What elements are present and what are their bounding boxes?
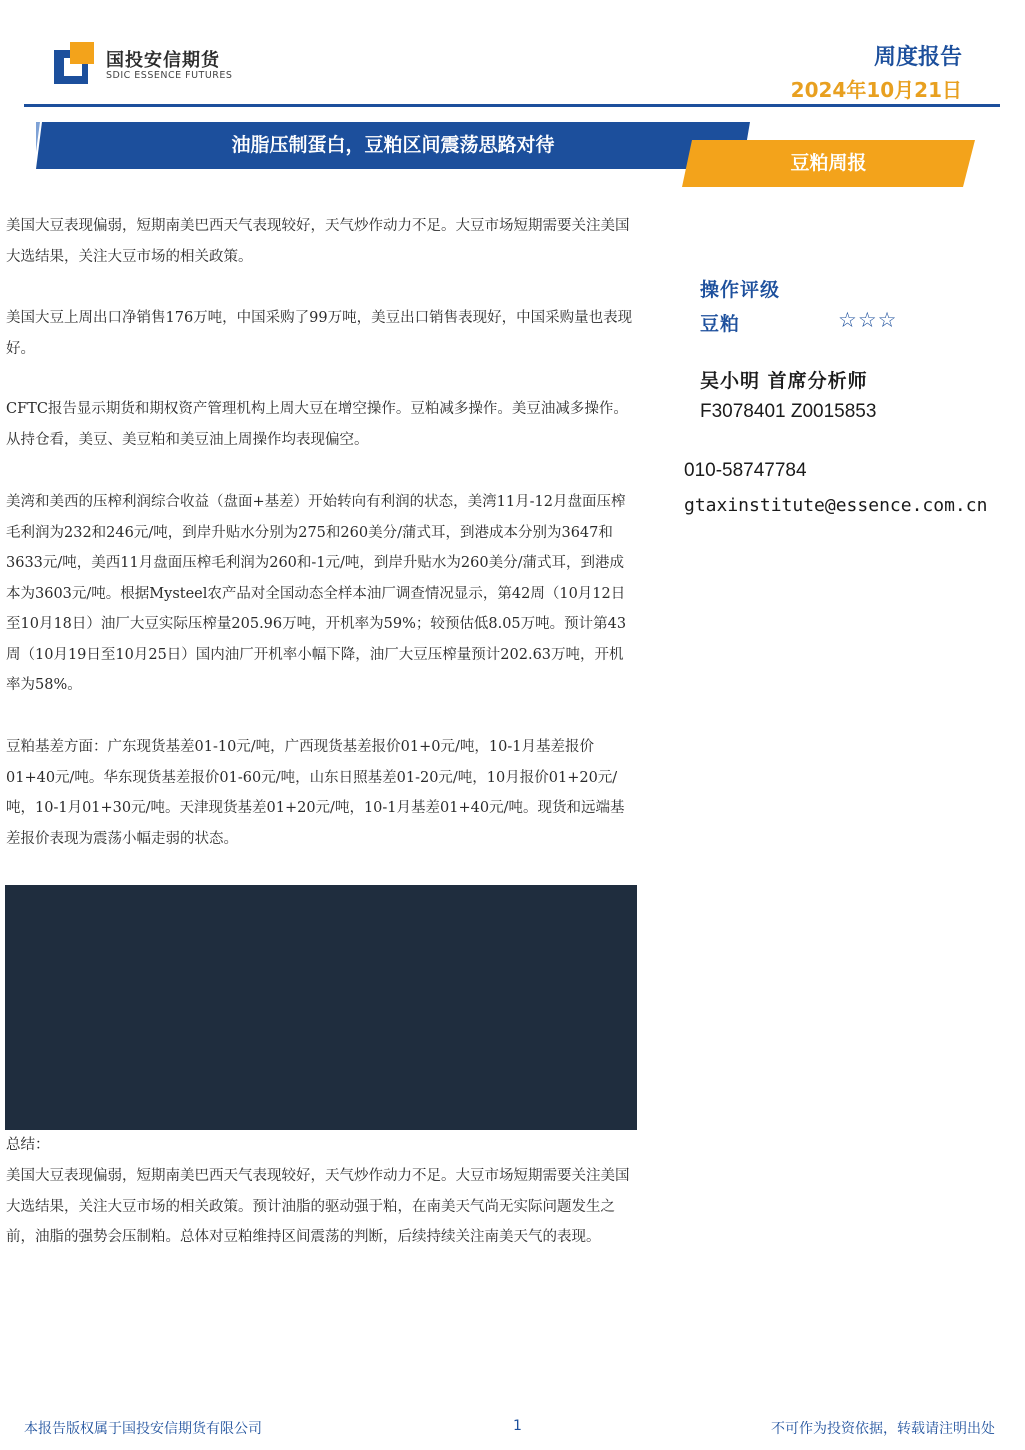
rating-stars-icon: ☆☆☆ — [838, 308, 898, 332]
paragraph-overview: 美国大豆表现偏弱，短期南美巴西天气表现较好，天气炒作动力不足。大豆市场短期需要关注美国大选结果，关注大豆市场的相关政策。 — [6, 218, 630, 265]
title-banner — [36, 122, 750, 169]
footer-disclaimer: 不可作为投资依据，转载请注明出处 — [771, 1421, 995, 1437]
report-title: 油脂压制蛋白，豆粕区间震荡思路对待 — [231, 134, 555, 156]
figure-image — [5, 885, 637, 1130]
rating-label: 操作评级 — [700, 279, 781, 301]
report-type: 周度报告 — [873, 45, 962, 70]
analyst-name: 吴小明 首席分析师 — [700, 370, 868, 392]
logo-name-cn: 国投安信期货 — [106, 50, 220, 71]
header-divider — [24, 104, 1000, 107]
logo-mark-icon — [54, 42, 98, 86]
contact-phone: 010-58747784 — [684, 460, 807, 481]
report-date: 2024年10月21日 — [790, 78, 962, 102]
rating-product: 豆粕 — [700, 313, 741, 335]
summary-label: 总结： — [6, 1137, 50, 1153]
paragraph-exports: 美国大豆上周出口净销售176万吨，中国采购了99万吨，美豆出口销售表现好，中国采购量也表现好。 — [6, 310, 633, 357]
summary-text: 美国大豆表现偏弱，短期南美巴西天气表现较好，天气炒作动力不足。大豆市场短期需要关注美国大选结果，关注大豆市场的相关政策。预计油脂的驱动强于粕，在南美天气尚无实际问题发生之前，油脂的强势会压制粕。总体对豆粕维持区间震荡的判断，后续持续关注南美天气的表现。 — [6, 1168, 630, 1245]
analyst-cert: F3078401 Z0015853 — [700, 401, 877, 422]
paragraph-basis: 豆粕基差方面：广东现货基差01-10元/吨，广西现货基差报价01+0元/吨，10-1月基差报价01+40元/吨。华东现货基差报价01-60元/吨，山东日照基差01-20元/吨，10月报价01+20元/吨，10-1月01+30元/吨。天津现货基差01+20元/吨，10-1月基差01+40元/吨。现货和远端基差报价表现为震荡小幅走弱的状态。 — [6, 739, 625, 847]
footer-copyright: 本报告版权属于国投安信期货有限公司 — [24, 1421, 262, 1437]
paragraph-cftc: CFTC报告显示期货和期权资产管理机构上周大豆在增空操作。豆粕减多操作。美豆油减多操作。从持仓看，美豆、美豆粕和美豆油上周操作均表现偏空。 — [6, 401, 628, 448]
tag-banner — [682, 140, 975, 187]
paragraph-crush-margin: 美湾和美西的压榨利润综合收益（盘面+基差）开始转向有利润的状态，美湾11月-12月盘面压榨毛利润为232和246元/吨，到岸升贴水分别为275和260美分/蒲式耳，到港成本分别为3647和3633元/吨，美西11月盘面压榨毛利润为260和-1元/吨，到岸升贴水为260美分/蒲式耳，到港成本为3603元/吨。根据Mysteel农产品对全国动态全样本油厂调查情况显示，第42周（10月12日至10月18日）油厂大豆实际压榨量205.96万吨，开机率为59%；较预估低8.05万吨。预计第43周（10月19日至10月25日）国内油厂开机率小幅下降，油厂大豆压榨量预计202.63万吨，开机率为58%。 — [6, 494, 627, 693]
logo-name-en: SDIC ESSENCE FUTURES — [106, 70, 233, 81]
footer-page-number: 1 — [513, 1418, 522, 1434]
contact-email[interactable]: gtaxinstitute@essence.com.cn — [684, 495, 988, 516]
company-logo — [54, 42, 234, 86]
report-tag: 豆粕周报 — [790, 152, 867, 174]
